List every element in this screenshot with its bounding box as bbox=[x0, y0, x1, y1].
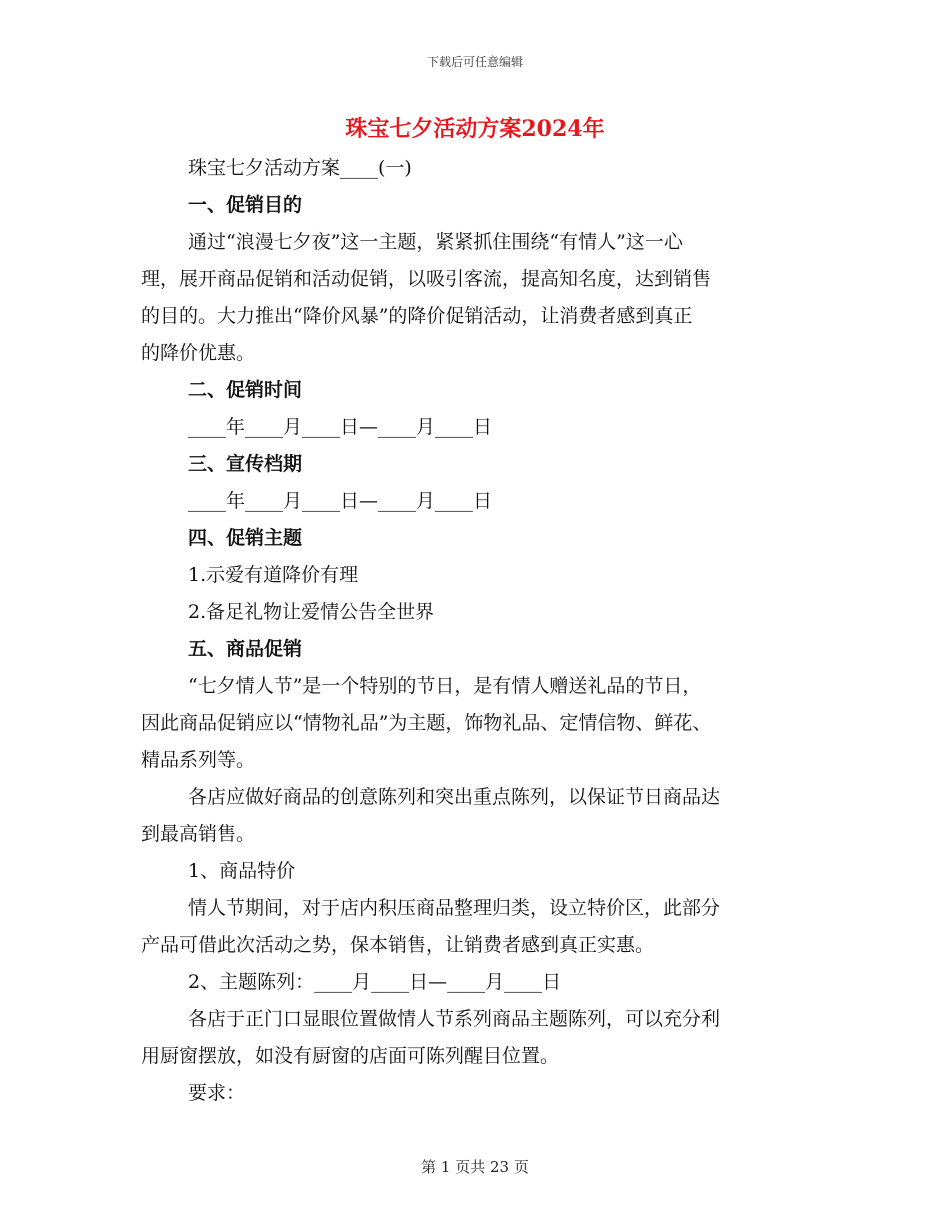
text-line: 1.示爱有道降价有理 bbox=[188, 564, 359, 586]
text-line: 要求： bbox=[188, 1082, 246, 1104]
text-line: 用厨窗摆放，如没有厨窗的店面可陈列醒目位置。 bbox=[141, 1045, 560, 1067]
page-footer: 第 1 页共 23 页 bbox=[421, 1158, 529, 1176]
text-line: 1、商品特价 bbox=[188, 860, 296, 882]
document-body bbox=[141, 150, 811, 1112]
text-line: 2.备足礼物让爱情公告全世界 bbox=[188, 601, 435, 623]
text-line: 通过“浪漫七夕夜”这一主题，紧紧抓住围绕“有情人”这一心 bbox=[188, 231, 683, 253]
text-line: 2、主题陈列：____月____日—____月____日 bbox=[188, 971, 562, 993]
document-title: 珠宝七夕活动方案2024年 bbox=[345, 116, 605, 142]
text-line: 产品可借此次活动之势，保本销售，让销费者感到真正实惠。 bbox=[141, 934, 655, 956]
text-line: 情人节期间，对于店内积压商品整理归类，设立特价区，此部分 bbox=[188, 897, 721, 919]
text-line: 理，展开商品促销和活动促销，以吸引客流，提高知名度，达到销售 bbox=[141, 268, 712, 290]
text-line: 各店应做好商品的创意陈列和突出重点陈列，以保证节日商品达 bbox=[188, 786, 721, 808]
text-line: 因此商品促销应以“情物礼品”为主题，饰物礼品、定情信物、鲜花、 bbox=[141, 712, 712, 734]
section-heading: 一、促销目的 bbox=[188, 194, 303, 216]
text-line: 的目的。大力推出“降价风暴”的降价促销活动，让消费者感到真正 bbox=[141, 305, 693, 327]
text-line: 到最高销售。 bbox=[141, 823, 256, 845]
section-heading: 四、促销主题 bbox=[188, 527, 303, 549]
text-line: “七夕情人节”是一个特别的节日，是有情人赠送礼品的节日， bbox=[188, 675, 702, 697]
text-line: 珠宝七夕活动方案____(一) bbox=[188, 157, 412, 179]
text-line: 的降价优惠。 bbox=[141, 342, 256, 364]
text-line: 各店于正门口显眼位置做情人节系列商品主题陈列，可以充分利 bbox=[188, 1008, 721, 1030]
section-heading: 二、促销时间 bbox=[188, 379, 303, 401]
text-line: ____年____月____日—____月____日 bbox=[188, 490, 493, 512]
section-heading: 五、商品促销 bbox=[188, 638, 303, 660]
text-line: ____年____月____日—____月____日 bbox=[188, 416, 493, 438]
section-heading: 三、宣传档期 bbox=[188, 453, 303, 475]
page-header: 下载后可任意编辑 bbox=[426, 55, 523, 69]
text-line: 精品系列等。 bbox=[141, 749, 256, 771]
